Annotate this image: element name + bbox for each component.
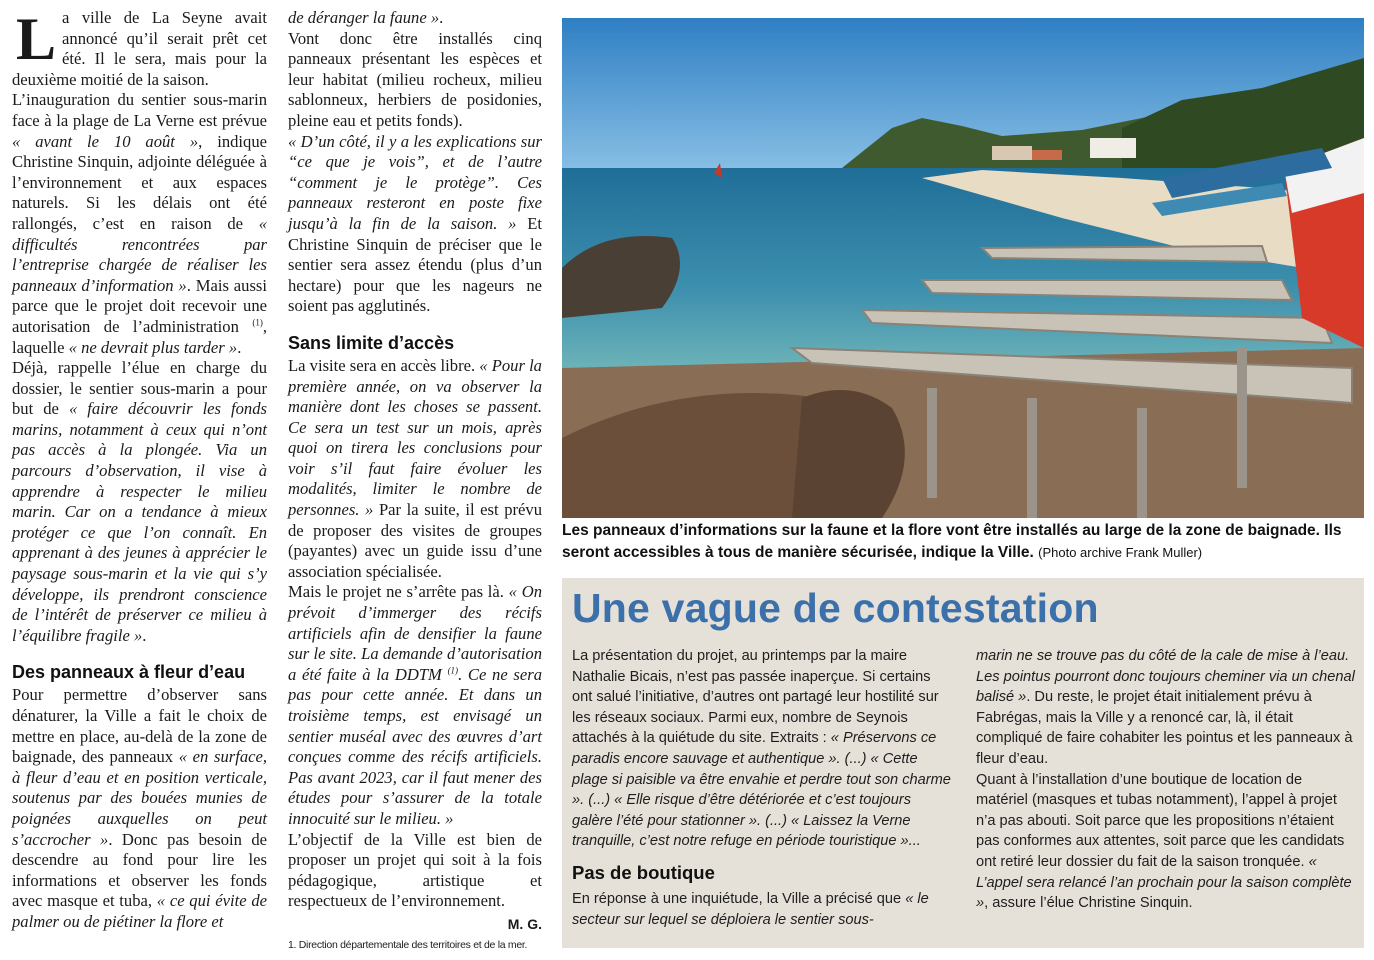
text: , indique Christine Sinquin, adjointe déléguée à l’environnement et aux espaces naturels. Si les délais ont été rallongés, c’est en raison de <box>12 131 267 233</box>
paragraph-continuation <box>288 8 542 29</box>
text: Mais le projet ne s’arrête pas là. <box>288 582 509 602</box>
paragraph-panneaux <box>12 685 267 932</box>
article-column-1 <box>12 8 267 933</box>
text: La présentation du projet, au printemps par la maire Nathalie Bicais, n’est pas passée inaperçue. Si certains ont salué l’initiative, d’autres ont partagé leur hostilité sur les réseaux sociaux. Parmi eux, nombre de Seynois attachés à la quiétude du site. Extraits : <box>572 648 939 747</box>
quote: de déranger la faune » <box>288 8 440 27</box>
footnote-ref: (1) <box>252 317 263 328</box>
sidebar-paragraph-4 <box>976 770 1356 914</box>
quote: « ce qui évite de palmer ou de piétiner la flore et <box>12 891 267 931</box>
text: . <box>439 8 444 27</box>
quote: « le secteur sur lequel se déploiera le sentier sous- <box>572 890 929 928</box>
text: , laquelle <box>12 316 267 357</box>
quote: « L’appel sera relancé l’an prochain pour la saison complète » <box>976 853 1352 912</box>
beach-photo <box>562 18 1364 518</box>
text: . Mais aussi parce que le projet doit recevoir une autorisation de l’administration <box>12 275 267 336</box>
quote: marin ne se trouve pas du côté de la cale de mise à l’eau. Les pointus pourront donc toujours cheminer via un chenal balisé » <box>976 648 1355 706</box>
quote: « Préservons ce paradis encore sauvage et authentique ». (...) « Cette plage si paisible va être envahie et perdre tout son charme ». (...) « Elle risque d’être détériorée et c’est toujours galère l’été pour stationner ». (...) « Laissez la Verne tranquille, c’est notre refuge en période touristique »... <box>572 730 951 850</box>
quote: « Pour la première année, on va observer la manière dont les choses se passent. Ce sera un test sur un mois, après quoi on tirera les conclusions pour voir s’il faut faire évoluer les modalités, limiter le nombre de personnes. » <box>288 355 542 520</box>
quote: « ne devrait plus tarder » <box>68 337 238 357</box>
subheading-panneaux: Des panneaux à fleur d’eau <box>12 662 246 683</box>
text: Déjà, rappelle l’élue en charge du dossier, le sentier sous-marin a pour but de <box>12 358 267 419</box>
intro-text: a ville de La Seyne avait annoncé qu’il serait prêt cet été. Il le sera, mais pour la deuxième moitié de la saison. <box>12 8 267 89</box>
quote: « en surface, à fleur d’eau et en position verticale, soutenus par des bouées munies de poignées auxquelles on peut s’accrocher » <box>12 747 267 849</box>
text: . Du reste, le projet était initialement prévu à Fabrégas, mais la Ville y a renoncé car, là, il était compliqué de faire cohabiter les pointus et les panneaux à fleur d’eau. <box>976 689 1353 767</box>
text: Quant à l’installation d’une boutique de location de matériel (masques et tubas notamment), l’appel à projet n’a pas abouti. Soit parce que les propositions n’étaient pas conformes aux attentes, soit parce que les candidats ont retiré leur dossier du fait de la saison tronquée. <box>976 771 1345 870</box>
text: En réponse à une inquiétude, la Ville a précisé que <box>572 890 906 907</box>
quote: « On prévoit d’immerger des récifs artificiels afin de densifier la faune sur le site. La demande d’autorisation a été faite à la DDTM <box>288 582 542 684</box>
quote: . Ce ne sera pas pour cette année. Et dans un troisième temps, est envisagé un sentier muséal avec des œuvres d’art conçues comme des récifs artificiels. Pas avant 2023, car il faut mener des études pour s’assurer de la totale innocuité sur le milieu. » <box>288 664 542 828</box>
text: La visite sera en accès libre. <box>288 355 480 375</box>
footnote-ref: (1) <box>447 665 459 676</box>
paragraph-goal <box>12 358 267 646</box>
text: . <box>237 337 242 357</box>
text: Par la suite, il est prévu de proposer des visites de groupes (payantes) avec un guide issu d’une association spécialisée. <box>288 500 542 581</box>
text: . <box>142 625 147 645</box>
quote: « avant le 10 août » <box>12 131 199 151</box>
paragraph-inauguration <box>12 90 267 358</box>
author-signature: M. G. <box>507 915 542 932</box>
footnote: 1. Direction départementale des territoires et de la mer. <box>288 938 528 951</box>
paragraph-recifs <box>288 582 542 829</box>
subheading-acces: Sans limite d’accès <box>288 332 455 353</box>
text: Et Christine Sinquin de préciser que le sentier sera assez étendu (plus d’un hectare) pour que les nageurs ne soient pas agglutinés. <box>288 213 542 316</box>
drop-cap: L <box>16 6 57 72</box>
paragraph-visit <box>288 356 542 583</box>
paragraph-five-panels: Vont donc être installés cinq panneaux présentant les espèces et leur habitat (milieu rocheux, milieu sablonneux, herbiers de posidonies, pleine eau et petits fonds). <box>288 28 542 130</box>
paragraph-explanations <box>288 132 542 317</box>
sidebar-paragraph-1 <box>572 646 952 852</box>
sidebar-title: Une vague de contestation <box>572 585 1099 631</box>
sidebar-column-1 <box>572 646 952 930</box>
photo-credit: (Photo archive Frank Muller) <box>1038 545 1203 560</box>
quote: « difficultés rencontrées par l’entreprise chargée de réaliser les panneaux d’information » <box>12 213 267 295</box>
paragraph-objective: L’objectif de la Ville est bien de proposer un projet qui soit à la fois pédagogique, artistique et respectueux de l’environnement. <box>288 829 542 911</box>
photo-illustration <box>562 18 1364 518</box>
sidebar-subheading: Pas de boutique <box>572 861 715 883</box>
quote: « D’un côté, il y a les explications sur “ce que je vois”, et de l’autre “comment je le protège”. Ces panneaux resteront en poste fixe jusqu’à la fin de la saison. » <box>288 131 542 233</box>
sidebar-paragraph-3 <box>976 646 1356 770</box>
text: Pour permettre d’observer sans dénaturer, la Ville a fait le choix de mettre en place, au-delà de la zone de baignade, des panneaux <box>12 685 267 767</box>
text: L’inauguration du sentier sous-marin face à la plage de La Verne est prévue <box>12 90 267 130</box>
sidebar-box <box>562 578 1364 948</box>
text: . Donc pas besoin de descendre au fond pour lire les informations et observer les fonds avec masque et tuba, <box>12 829 267 911</box>
text: , assure l’élue Christine Sinquin. <box>984 895 1193 912</box>
paragraph-intro <box>12 8 267 90</box>
sidebar-paragraph-2 <box>572 889 952 930</box>
caption-text: Les panneaux d’informations sur la faune et la flore vont être installés au large de la zone de baignade. Ils seront accessibles à tous de manière sécurisée, indique la Ville. <box>562 522 1342 561</box>
photo-caption <box>562 520 1364 564</box>
article-column-2 <box>288 8 542 952</box>
sidebar-column-2 <box>976 646 1356 914</box>
quote: « faire découvrir les fonds marins, notamment à ceux qui n’ont pas accès à la plongée. Via un parcours d’observation, il vise à apprendre à respecter le milieu marin. Car on a tendance à mieux protéger ce que l’on connaît. En apprenant à des jeunes à apprécier le paysage sous-marin et la vie qui s’y développe, ils prendront conscience de l’intérêt de préserver ce milieu à l’équilibre fragile » <box>12 399 267 645</box>
